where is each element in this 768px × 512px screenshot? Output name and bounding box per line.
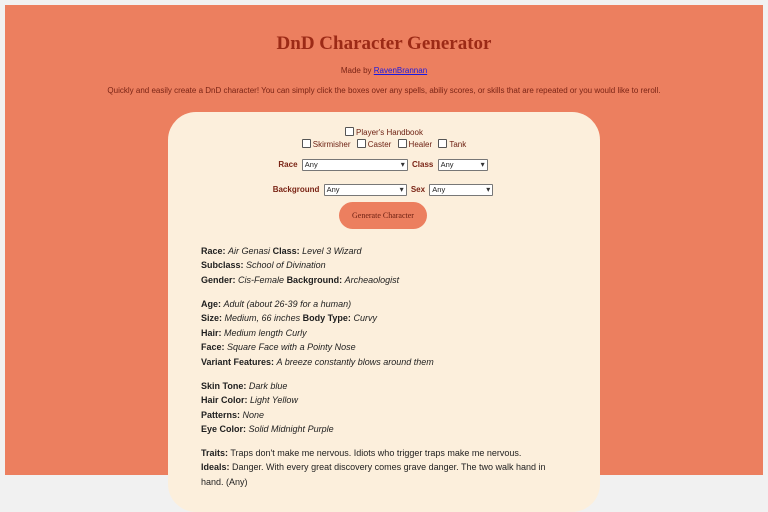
traits-value[interactable]: Traps don't make me nervous. Idiots who trigger traps make me nervous.	[230, 448, 522, 458]
race-label: Race	[278, 160, 298, 170]
eye-color-value[interactable]: Solid Midnight Purple	[248, 424, 334, 435]
coloring-block: Skin Tone: Dark blue Hair Color: Light Yellow Patterns: None Eye Color: Solid Midnight Purple	[201, 381, 334, 435]
background-sex-row	[168, 184, 600, 196]
role-row	[168, 139, 600, 149]
sex-label: Sex	[410, 185, 426, 195]
caster-checkbox[interactable]: Caster	[357, 140, 392, 149]
class-select[interactable]: Any ▾	[438, 159, 488, 171]
made-by-line	[5, 66, 763, 75]
age-value[interactable]: Adult (about 26-39 for a human)	[223, 299, 352, 309]
hair-color-value[interactable]: Light Yellow	[250, 395, 298, 406]
race-class-row	[168, 159, 600, 171]
personality-block: Traits: Traps don't make me nervous. Idiots who trigger traps make me nervous. Ideals: Danger. With every great discovery comes grave danger. The two walk hand in hand. (Any)	[201, 448, 546, 487]
skin-value[interactable]: Dark blue	[248, 381, 288, 391]
size-value[interactable]: Medium, 66 inches	[224, 313, 301, 324]
background-select[interactable]: Any ▾	[324, 184, 407, 196]
description: Quickly and easily create a DnD character! You can simply click the boxes over any spells, abiliy scores, or skills that are repeated or you would like to reroll.	[107, 86, 661, 95]
background-label: Background	[272, 185, 320, 195]
sex-select[interactable]: Any ▾	[429, 184, 493, 196]
class-label: Class	[412, 160, 434, 170]
identity-block: Race: Air Genasi Class: Level 3 Wizard Subclass: School of Divination Gender: Cis-Female Background: Archeaologist	[201, 246, 400, 285]
background-value[interactable]: Archeaologist	[344, 274, 400, 285]
checkbox-box[interactable]	[345, 127, 354, 136]
skirmisher-checkbox[interactable]: Skirmisher	[302, 140, 351, 149]
body-type-value[interactable]: Curvy	[353, 313, 377, 324]
hair-value[interactable]: Medium length Curly	[224, 327, 307, 338]
generate-character-button[interactable]: Generate Character	[339, 202, 427, 229]
made-by-prefix: Made by	[340, 66, 372, 75]
players-handbook-checkbox[interactable]: Player's Handbook	[345, 128, 423, 137]
tank-checkbox[interactable]: Tank	[438, 140, 466, 149]
face-value[interactable]: Square Face with a Pointy Nose	[227, 342, 356, 353]
ideals-value[interactable]: Danger. With every great discovery comes grave danger. The two walk hand in	[232, 462, 546, 473]
race-select[interactable]: Any ▾	[302, 159, 408, 171]
variant-value[interactable]: A breeze constantly blows around them	[276, 356, 434, 367]
page-title: DnD Character Generator	[276, 33, 492, 54]
appearance-block: Age: Adult (about 26-39 for a human) Size: Medium, 66 inches Body Type: Curvy Hair: Medium length Curly Face: Square Face with a Pointy Nose Variant Features: A breeze constantly blows around them	[201, 299, 434, 367]
ideals-continued: hand. (Any)	[201, 476, 248, 487]
handbook-row	[168, 127, 600, 137]
patterns-value[interactable]: None	[242, 409, 265, 420]
page	[5, 5, 763, 487]
gender-value[interactable]: Cis-Female	[238, 274, 285, 285]
generator-card	[168, 112, 600, 512]
subclass-value[interactable]: School of Divination	[246, 260, 326, 271]
class-value[interactable]: Level 3 Wizard	[302, 246, 362, 256]
healer-checkbox[interactable]: Healer	[398, 140, 433, 149]
race-value[interactable]: Air Genasi	[228, 246, 271, 256]
author-link[interactable]: RavenBrannan	[373, 66, 428, 75]
